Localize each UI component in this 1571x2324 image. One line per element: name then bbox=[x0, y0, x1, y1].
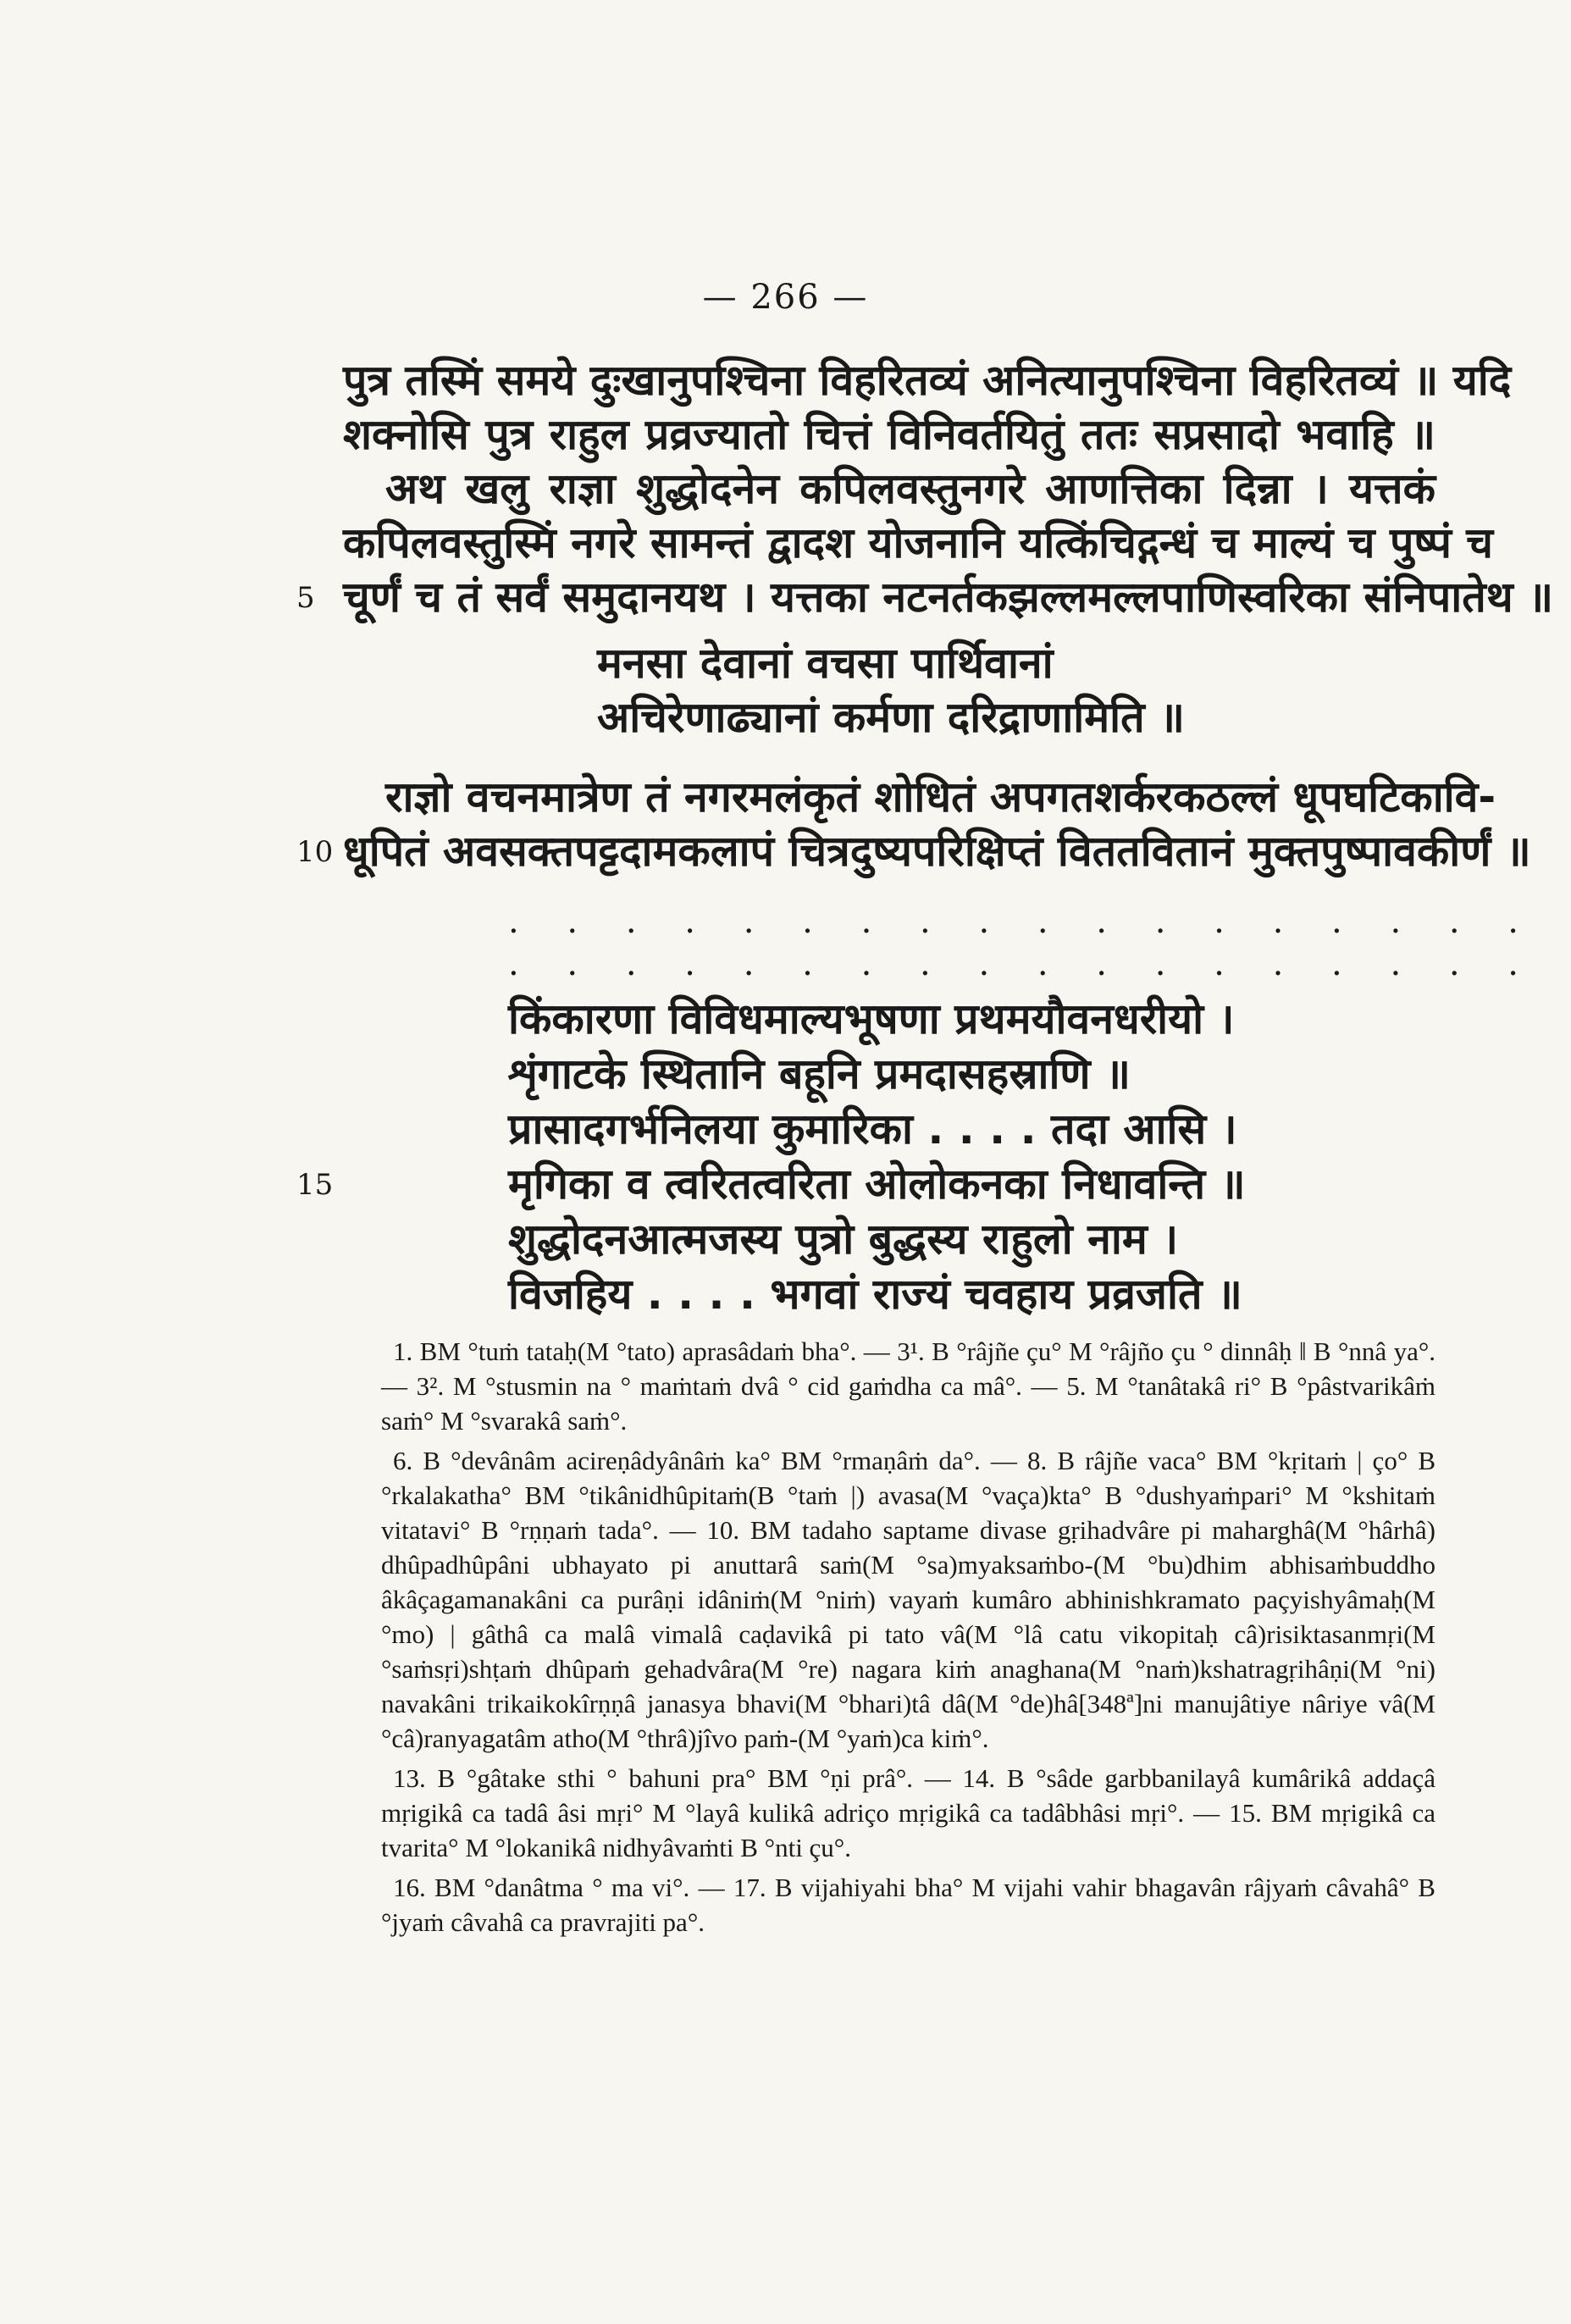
footnote-block: 1. BM °tuṁ tataḥ(M °tato) aprasâdaṁ bha°. — 3¹. B °râjñe çu° M °râjño çu ° dinnâḥ ‖ B °nnâ ya°. — 3². M °stusmin na ° maṁtaṁ dvâ ° cid gaṁdha ca mâ°. — 5. M °tanâtakâ ri° B °pâstvarikâṁ saṁ° M °svarakâ saṁ°. bbox=[381, 1336, 1435, 1436]
line-number-5: 5 bbox=[296, 581, 315, 615]
prose-line-3: अथ खलु राज्ञा शुद्धोदनेन कपिलवस्तुनगरे आणत्तिका दिन्ना । यत्तकं bbox=[385, 464, 1435, 513]
verse-2-line-6: विजहिय . . . . भगवां राज्यं चवहाय प्रव्रजति ॥ bbox=[508, 1270, 1242, 1319]
prose-line-2: शक्नोसि पुत्र राहुल प्रव्रज्यातो चित्तं विनिवर्तयितुं ततः सप्रसादो भवाहि ॥ bbox=[343, 410, 1435, 459]
verse-2-line-5: शुद्धोदनआत्मजस्य पुत्रो बुद्धस्य राहुलो नाम । bbox=[508, 1215, 1179, 1264]
footnote-block: 13. B °gâtake sthi ° bahuni pra° BM °ṇi prâ°. — 14. B °sâde garbbanilayâ kumârikâ addaçâ mṛigikâ ca tadâ âsi mṛi° M °layâ kulikâ adriço mṛigikâ ca tadâbhâsi mṛi°. — 15. BM mṛigikâ ca tvarita° M °lokanikâ nidhyâvaṁti B °nti çu°. bbox=[381, 1763, 1435, 1862]
prose-line-10: धूपितं अवसक्तपट्टदामकलापं चित्रदुष्यपरिक्षिप्तं विततवितानं मुक्तपुष्पावकीर्णं ॥ bbox=[343, 827, 1531, 876]
ellipsis-row-1: . . . . . . . . . . . . . . . . . . bbox=[508, 902, 1538, 941]
ellipsis-row-2: . . . . . . . . . . . . . . . . . . bbox=[508, 944, 1538, 983]
footnotes bbox=[381, 1334, 1435, 1945]
line-number-15: 15 bbox=[296, 1168, 334, 1202]
verse-2-line-1: किंकारणा विविधमाल्यभूषणा प्रथमयौवनधरीयो । bbox=[508, 994, 1235, 1043]
prose-line-9: राज्ञो वचनमात्रेण तं नगरमलंकृतं शोधितं अपगतशर्करकठल्लं धूपघटिकावि- bbox=[385, 772, 1496, 822]
footnote-block: 6. B °devânâm acireṇâdyânâṁ ka° BM °rmaṇâṁ da°. — 8. B râjñe vaca° BM °kṛitaṁ | ço° B °rkalakatha° BM °tikânidhûpitaṁ(B °taṁ |) avasa(M °vaça)kta° B °dushyaṁpari° M °kshitaṁ vitatavi° B °rṇṇaṁ tada°. — 10. BM tadaho saptame divase gṛihadvâre pi maharghâ(M °hârhâ) dhûpadhûpâni ubhayato pi anuttarâ saṁ(M °sa)myaksaṁbo-(M °bu)dhim abhisaṁbuddho âkâçagamanakâni ca purâṇi idâniṁ(M °niṁ) vayaṁ kumâro abhinishkramato paçyishyâmaḥ(M °mo) | gâthâ ca malâ vimalâ caḍavikâ pi tato vâ(M °lâ catu vikopitaḥ câ)risiktasanmṛi(M °saṁsṛi)shṭaṁ dhûpaṁ gehadvâra(M °re) nagara kiṁ anaghana(M °naṁ)kshatragṛihâṇi(M °ni) navakâni trikaikokîrṇṇâ janasya bhavi(M °bhari)tâ dâ(M °de)hâ[348ª]ni manujâtiye nâriye vâ(M °câ)ranyagatâm atho(M °thrâ)jîvo paṁ-(M °yaṁ)ca kiṁ°. bbox=[381, 1446, 1435, 1753]
verse-2-line-4: मृगिका व त्वरितत्वरिता ओलोकनका निधावन्ति ॥ bbox=[508, 1159, 1246, 1209]
prose-line-1: पुत्र तस्मिं समये दुःखानुपश्चिना विहरितव्यं अनित्यानुपश्चिना विहरितव्यं ॥ यदि bbox=[343, 356, 1512, 405]
verse-2-line-3: प्रासादगर्भनिलया कुमारिका . . . . तदा आसि । bbox=[508, 1104, 1237, 1154]
page-number: — 266 — bbox=[702, 278, 869, 317]
prose-line-5: चूर्णं च तं सर्वं समुदानयथ । यत्तका नटनर्तकझल्लमल्लपाणिस्वरिका संनिपातेथ ॥ bbox=[343, 573, 1554, 622]
prose-line-4: कपिलवस्तुस्मिं नगरे सामन्तं द्वादश योजनानि यत्किंचिद्गन्धं च माल्यं च पुष्पं च bbox=[343, 518, 1494, 567]
verse-2-line-2: शृंगाटके स्थितानि बहूनि प्रमदासहस्राणि ॥ bbox=[508, 1049, 1131, 1098]
verse-1-line-2: अचिरेणाढ्यानां कर्मणा दरिद्राणामिति ॥ bbox=[597, 693, 1185, 742]
line-number-10: 10 bbox=[296, 835, 334, 869]
verse-1-line-1: मनसा देवानां वचसा पार्थिवानां bbox=[597, 639, 1054, 688]
footnote-block: 16. BM °danâtma ° ma vi°. — 17. B vijahiyahi bha° M vijahi vahir bhagavân râjyaṁ câvahâ° B °jyaṁ câvahâ ca pravrajiti pa°. bbox=[381, 1873, 1435, 1937]
